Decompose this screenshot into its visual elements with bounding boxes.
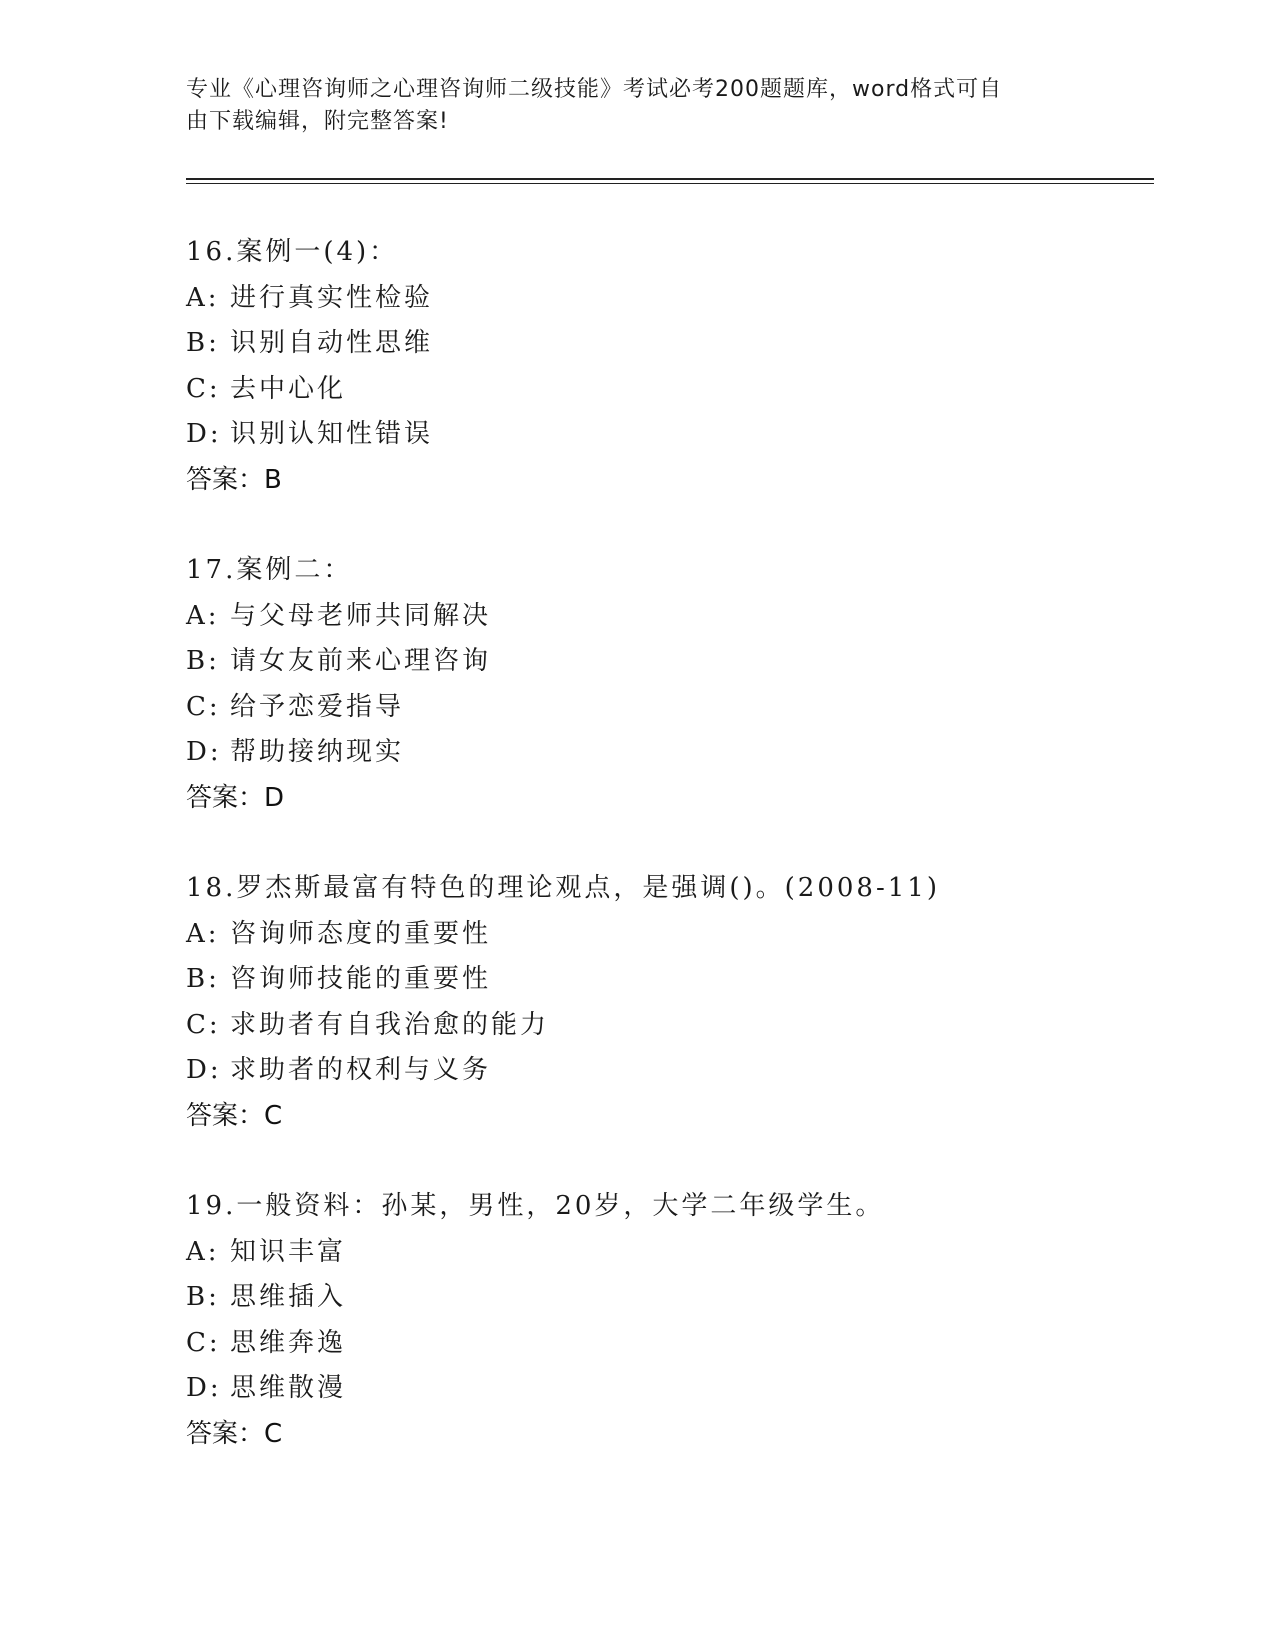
option-text: 给予恋爱指导 bbox=[230, 691, 405, 722]
answer-line: 答案：C bbox=[186, 1100, 283, 1131]
option-letter: A: bbox=[186, 918, 220, 949]
document-header bbox=[186, 74, 1086, 138]
option-a bbox=[186, 276, 1146, 322]
option-c bbox=[186, 1003, 1146, 1049]
option-letter: B: bbox=[186, 646, 220, 676]
option-letter: B: bbox=[186, 1282, 220, 1312]
option-text: 识别自动性思维 bbox=[230, 328, 434, 358]
question-17 bbox=[186, 548, 1146, 821]
option-text: 思维散漫 bbox=[230, 1373, 347, 1403]
question-18 bbox=[186, 866, 1146, 1139]
option-text: 识别认知性错误 bbox=[230, 419, 434, 449]
option-b bbox=[186, 1275, 1146, 1321]
option-a bbox=[186, 912, 1146, 958]
option-letter: B: bbox=[186, 964, 220, 994]
option-text: 求助者的权利与义务 bbox=[230, 1055, 492, 1085]
option-b bbox=[186, 321, 1146, 367]
option-text: 思维奔逸 bbox=[230, 1327, 347, 1358]
option-letter: A: bbox=[186, 1236, 220, 1267]
option-text: 咨询师态度的重要性 bbox=[230, 918, 492, 949]
option-text: 咨询师技能的重要性 bbox=[230, 964, 492, 994]
answer-line: 答案：B bbox=[186, 464, 282, 495]
header-divider-thin bbox=[186, 183, 1154, 184]
option-c bbox=[186, 367, 1146, 413]
option-text: 帮助接纳现实 bbox=[230, 737, 405, 767]
answer-line: 答案：D bbox=[186, 782, 285, 813]
option-a bbox=[186, 594, 1146, 640]
option-letter: C: bbox=[186, 1009, 221, 1040]
option-letter: B: bbox=[186, 328, 220, 358]
option-text: 求助者有自我治愈的能力 bbox=[230, 1009, 550, 1040]
option-text: 进行真实性检验 bbox=[230, 282, 434, 313]
question-19 bbox=[186, 1184, 1146, 1457]
option-a bbox=[186, 1230, 1146, 1276]
question-16 bbox=[186, 230, 1146, 503]
option-d bbox=[186, 1366, 1146, 1412]
option-letter: C: bbox=[186, 691, 221, 722]
option-text: 与父母老师共同解决 bbox=[230, 600, 492, 631]
question-stem: 17.案例二： bbox=[186, 555, 353, 585]
option-letter: C: bbox=[186, 373, 221, 404]
option-b bbox=[186, 639, 1146, 685]
option-c bbox=[186, 685, 1146, 731]
option-d bbox=[186, 1048, 1146, 1094]
option-b bbox=[186, 957, 1146, 1003]
option-letter: D: bbox=[186, 737, 222, 767]
option-letter: D: bbox=[186, 1373, 222, 1403]
option-letter: C: bbox=[186, 1327, 221, 1358]
question-stem: 16.案例一(4)： bbox=[186, 237, 399, 267]
option-letter: A: bbox=[186, 282, 220, 313]
option-text: 请女友前来心理咨询 bbox=[230, 646, 492, 676]
option-letter: D: bbox=[186, 1055, 222, 1085]
question-stem: 19.一般资料：孙某，男性，20岁，大学二年级学生。 bbox=[186, 1191, 885, 1221]
option-text: 思维插入 bbox=[230, 1282, 347, 1312]
option-letter: A: bbox=[186, 600, 220, 631]
option-text: 知识丰富 bbox=[230, 1236, 347, 1267]
answer-line: 答案：C bbox=[186, 1418, 283, 1449]
option-text: 去中心化 bbox=[230, 373, 347, 404]
option-d bbox=[186, 730, 1146, 776]
header-line-1: 专业《心理咨询师之心理咨询师二级技能》考试必考200题题库，word格式可自 bbox=[186, 77, 1003, 102]
header-divider bbox=[186, 178, 1154, 180]
option-letter: D: bbox=[186, 419, 222, 449]
option-d bbox=[186, 412, 1146, 458]
option-c bbox=[186, 1321, 1146, 1367]
question-stem: 18.罗杰斯最富有特色的理论观点，是强调()。(2008-11) bbox=[186, 873, 940, 903]
header-line-2: 由下载编辑，附完整答案! bbox=[186, 109, 449, 134]
